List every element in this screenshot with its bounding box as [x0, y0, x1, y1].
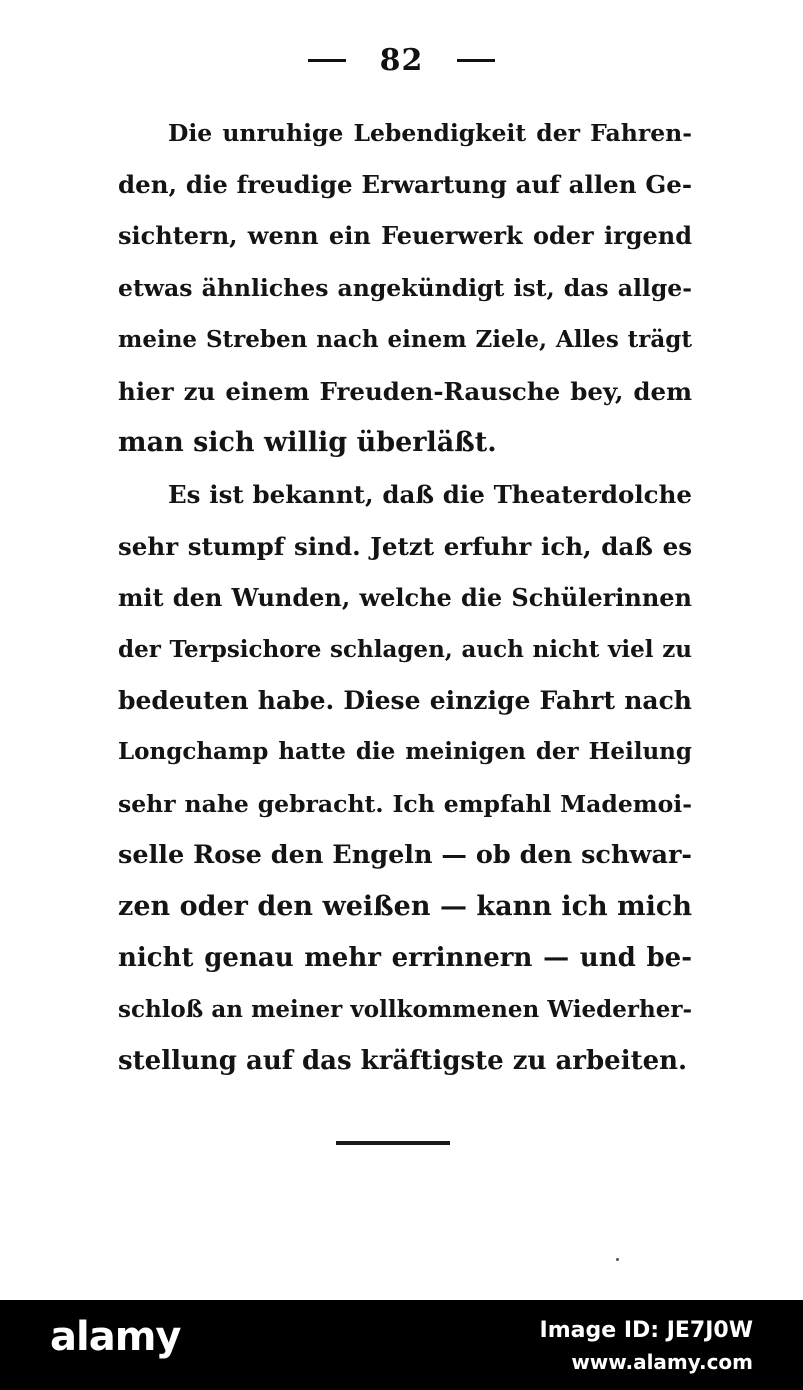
- text-line: der Terpsichore schlagen, auch nicht viel zu: [118, 636, 692, 663]
- text-line: schloß an meiner vollkommenen Wiederher-: [118, 996, 692, 1023]
- page-number: 82: [379, 42, 424, 78]
- text-line: den, die freudige Erwartung auf allen Ge-: [118, 170, 692, 199]
- speck-mark: [616, 1258, 619, 1261]
- header-dash-right: [457, 59, 495, 62]
- text-line: etwas ähnliches angekündigt ist, das allge-: [118, 274, 692, 302]
- text-line: Die unruhige Lebendigkeit der Fahren-: [168, 119, 692, 147]
- text-line: mit den Wunden, welche die Schülerinnen: [118, 583, 692, 612]
- site-url-text: www.alamy.com: [571, 1350, 753, 1374]
- text-line: Es ist bekannt, daß die Theaterdolche: [168, 480, 692, 509]
- header-dash-left: [308, 59, 346, 62]
- text-line: sehr nahe gebracht. Ich empfahl Mademoi-: [118, 790, 692, 818]
- text-line: Longchamp hatte die meinigen der Heilung: [118, 738, 692, 765]
- page-header: [0, 40, 803, 80]
- text-line: man sich willig überläßt.: [118, 427, 497, 458]
- text-line: nicht genau mehr errinnern — und be-: [118, 943, 692, 973]
- text-line: bedeuten habe. Diese einzige Fahrt nach: [118, 686, 692, 715]
- text-line: hier zu einem Freuden-Rausche bey, dem: [118, 377, 692, 406]
- text-line: sehr stumpf sind. Jetzt erfuhr ich, daß es: [118, 532, 692, 561]
- text-line: zen oder den weißen — kann ich mich: [118, 891, 692, 922]
- image-id-text: Image ID: JE7J0W: [539, 1318, 753, 1343]
- text-line: meine Streben nach einem Ziele, Alles trägt: [118, 326, 692, 353]
- closing-rule: [336, 1141, 450, 1145]
- text-line: stellung auf das kräftigste zu arbeiten.: [118, 1046, 688, 1076]
- text-line: selle Rose den Engeln — ob den schwar-: [118, 840, 692, 870]
- text-line: sichtern, wenn ein Feuerwerk oder irgend: [118, 221, 692, 250]
- brand-logo: alamy: [50, 1314, 181, 1360]
- watermark-bar: [0, 1300, 803, 1390]
